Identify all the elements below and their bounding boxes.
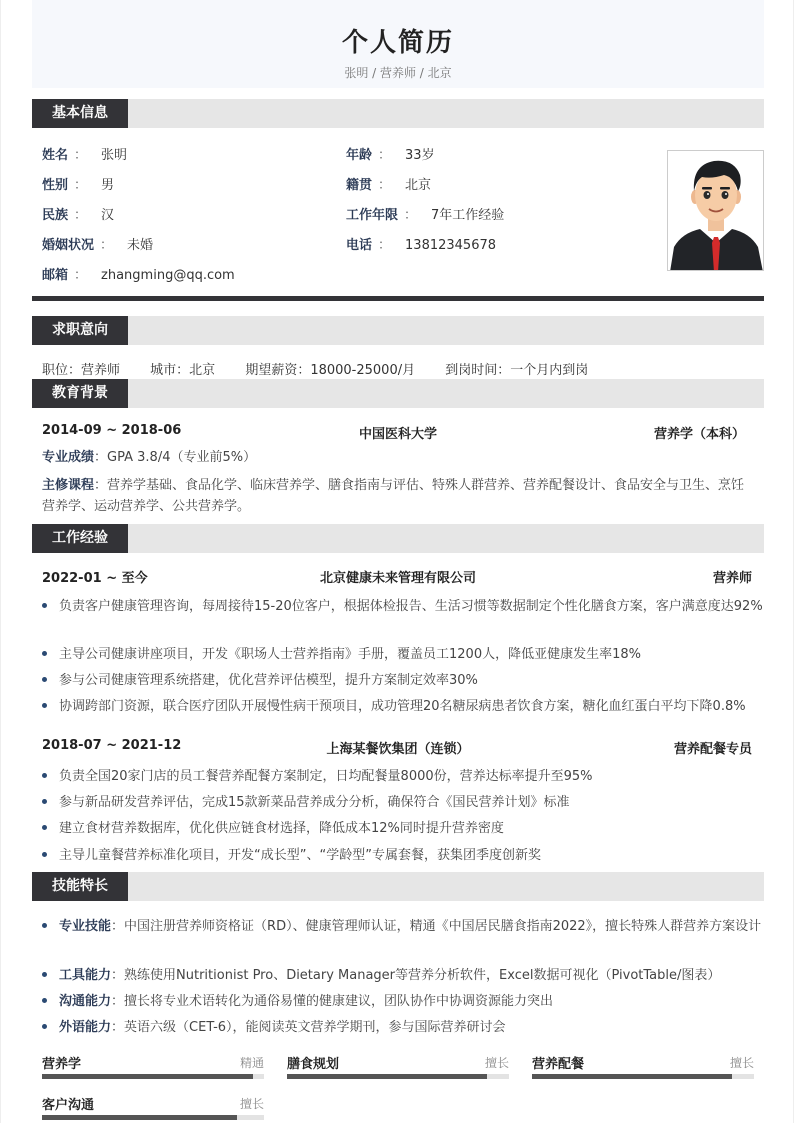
basic-gender: 性别 ： 男 xyxy=(42,178,115,193)
avatar xyxy=(667,150,764,271)
bullet-dot xyxy=(42,825,47,830)
skill-item: 沟通能力：擅长将专业术语转化为通俗易懂的健康建议，团队协作中协调资源能力突出 xyxy=(42,990,758,1009)
job-bullet: 参与新品研发营养评估，完成15款新菜品营养成分分析，确保符合《国民营养计划》标准 xyxy=(42,791,758,810)
skill-name: 膳食规划 xyxy=(287,1057,340,1072)
intent-city: 城市：北京 xyxy=(150,363,216,378)
field-label: 邮箱 xyxy=(42,268,69,283)
field-value: zhangming@qq.com xyxy=(101,268,235,283)
field-label: 性别 xyxy=(42,178,69,193)
resume-header xyxy=(32,0,764,88)
skill-name: 营养配餐 xyxy=(532,1057,585,1072)
education-major: 营养学（本科） xyxy=(653,427,745,442)
intent-position: 职位：营养师 xyxy=(42,363,121,378)
job-bullet: 主导儿童餐营养标准化项目，开发“成长型”、“学龄型”专属套餐，获集团季度创新奖 xyxy=(42,844,758,863)
field-label: 工作年限 xyxy=(346,208,399,223)
section-skills xyxy=(32,872,764,901)
field-label: 姓名 xyxy=(42,148,69,163)
skill-track xyxy=(42,1115,264,1120)
job-bullet: 主导公司健康讲座项目，开发《职场人士营养指南》手册，覆盖员工1200人，降低亚健康发生率18% xyxy=(42,643,758,662)
basic-marital: 婚姻状况 ： 未婚 xyxy=(42,238,154,253)
skill-level: 擅长 xyxy=(729,1056,754,1070)
skill-item: 工具能力：熟练使用Nutritionist Pro、Dietary Manager等营养分析软件，Excel数据可视化（PivotTable/图表） xyxy=(42,964,758,983)
field-value: 营养学基础、食品化学、临床营养学、膳食指南与评估、特殊人群营养、营养配餐设计、食品安全与卫生、烹饪营养学、运动营养学、公共营养学。 xyxy=(42,478,745,514)
basic-email: 邮箱 ： zhangming@qq.com xyxy=(42,268,235,283)
field-label: 籍贯 xyxy=(346,178,373,193)
field-value: 13812345678 xyxy=(405,238,497,253)
field-value: 7年工作经验 xyxy=(431,208,505,223)
intent-salary: 期望薪资：18000-25000/月 xyxy=(245,363,416,378)
skill-level: 精通 xyxy=(239,1056,264,1070)
section-work-experience xyxy=(32,524,764,553)
field-label: 专业成绩 xyxy=(42,450,95,465)
skill-name: 客户沟通 xyxy=(42,1098,95,1113)
bullet-dot xyxy=(42,998,47,1003)
job-bullet: 参与公司健康管理系统搭建，优化营养评估模型，提升方案制定效率30% xyxy=(42,669,758,688)
job-title: 营养配餐专员 xyxy=(673,742,752,757)
bullet-dot xyxy=(42,1024,47,1029)
skill-level: 擅长 xyxy=(484,1056,509,1070)
bullet-dot xyxy=(42,923,47,928)
section-title: 技能特长 xyxy=(32,872,128,901)
basic-ethnicity: 民族 ： 汉 xyxy=(42,208,115,223)
job-period: 2022-01 ~ 至今 xyxy=(42,571,148,586)
field-label: 婚姻状况 xyxy=(42,238,95,253)
section-job-intent xyxy=(32,316,764,345)
skill-fill xyxy=(532,1074,732,1079)
bullet-dot xyxy=(42,677,47,682)
field-value: 北京 xyxy=(405,178,432,193)
field-value: GPA 3.8/4（专业前5%） xyxy=(107,450,257,465)
section-title: 求职意向 xyxy=(32,316,128,345)
education-gpa: 专业成绩：GPA 3.8/4（专业前5%） xyxy=(42,450,257,465)
job-bullet: 负责全国20家门店的员工餐营养配餐方案制定，日均配餐量8000份，营养达标率提升至95% xyxy=(42,765,758,784)
education-courses: 主修课程：营养学基础、食品化学、临床营养学、膳食指南与评估、特殊人群营养、营养配餐设计、食品安全与卫生、烹饪营养学、运动营养学、公共营养学。 xyxy=(42,478,745,514)
basic-age: 年龄 ： 33岁 xyxy=(346,148,435,163)
bullet-dot xyxy=(42,799,47,804)
intent-arrival: 到岗时间：一个月内到岗 xyxy=(445,363,589,378)
section-title: 教育背景 xyxy=(32,379,128,408)
education-school: 中国医科大学 xyxy=(358,427,437,442)
skill-item: 外语能力：英语六级（CET-6），能阅读英文营养学期刊，参与国际营养研讨会 xyxy=(42,1016,758,1035)
job-title: 营养师 xyxy=(712,571,752,586)
job-period: 2018-07 ~ 2021-12 xyxy=(42,738,182,753)
skill-fill xyxy=(287,1074,487,1079)
bullet-dot xyxy=(42,703,47,708)
bullet-dot xyxy=(42,972,47,977)
job-bullet: 协调跨部门资源，联合医疗团队开展慢性病干预项目，成功管理20名糖尿病患者饮食方案，糖化血红蛋白平均下降0.8% xyxy=(42,695,758,714)
skill-track xyxy=(287,1074,509,1079)
bullet-dot xyxy=(42,603,47,608)
section-title: 工作经验 xyxy=(32,524,128,553)
field-label: 主修课程 xyxy=(42,478,95,493)
skill-track xyxy=(42,1074,264,1079)
job-bullet: 建立食材营养数据库，优化供应链食材选择，降低成本12%同时提升营养密度 xyxy=(42,817,758,836)
skill-item: 专业技能：中国注册营养师资格证（RD）、健康管理师认证，精通《中国居民膳食指南2022》，擅长特殊人群营养方案设计 xyxy=(42,915,758,934)
skill-track xyxy=(532,1074,754,1079)
section-title: 基本信息 xyxy=(32,99,128,128)
page-subtitle: 张明 / 营养师 / 北京 xyxy=(344,66,452,80)
page-title: 个人简历 xyxy=(341,28,454,58)
basic-years: 工作年限 ： 7年工作经验 xyxy=(346,208,505,223)
job-company: 北京健康未来管理有限公司 xyxy=(319,571,476,586)
field-label: 电话 xyxy=(346,238,373,253)
field-label: 年龄 xyxy=(346,148,373,163)
portrait-illustration xyxy=(668,151,764,271)
section-basic-info xyxy=(32,99,764,128)
skill-name: 营养学 xyxy=(42,1057,82,1072)
bullet-dot xyxy=(42,651,47,656)
field-value: 未婚 xyxy=(127,238,154,253)
skill-fill xyxy=(42,1074,253,1079)
skill-fill xyxy=(42,1115,237,1120)
job-company: 上海某餐饮集团（连锁） xyxy=(326,742,470,757)
bullet-dot xyxy=(42,852,47,857)
job-intent-line xyxy=(42,359,614,378)
skill-level: 擅长 xyxy=(239,1097,264,1111)
field-label: 民族 xyxy=(42,208,69,223)
basic-name: 姓名 ： 张明 xyxy=(42,148,128,163)
education-period: 2014-09 ~ 2018-06 xyxy=(42,423,182,438)
job-bullet: 负责客户健康管理咨询，每周接待15-20位客户，根据体检报告、生活习惯等数据制定个性化膳食方案，客户满意度达92% xyxy=(42,595,758,614)
field-value: 男 xyxy=(101,178,115,193)
bullet-dot xyxy=(42,773,47,778)
field-value: 33岁 xyxy=(405,148,435,163)
field-value: 张明 xyxy=(101,148,128,163)
section-education xyxy=(32,379,764,408)
basic-origin: 籍贯 ： 北京 xyxy=(346,178,432,193)
basic-phone: 电话 ： 13812345678 xyxy=(346,238,497,253)
divider xyxy=(32,296,764,301)
field-value: 汉 xyxy=(101,208,115,223)
